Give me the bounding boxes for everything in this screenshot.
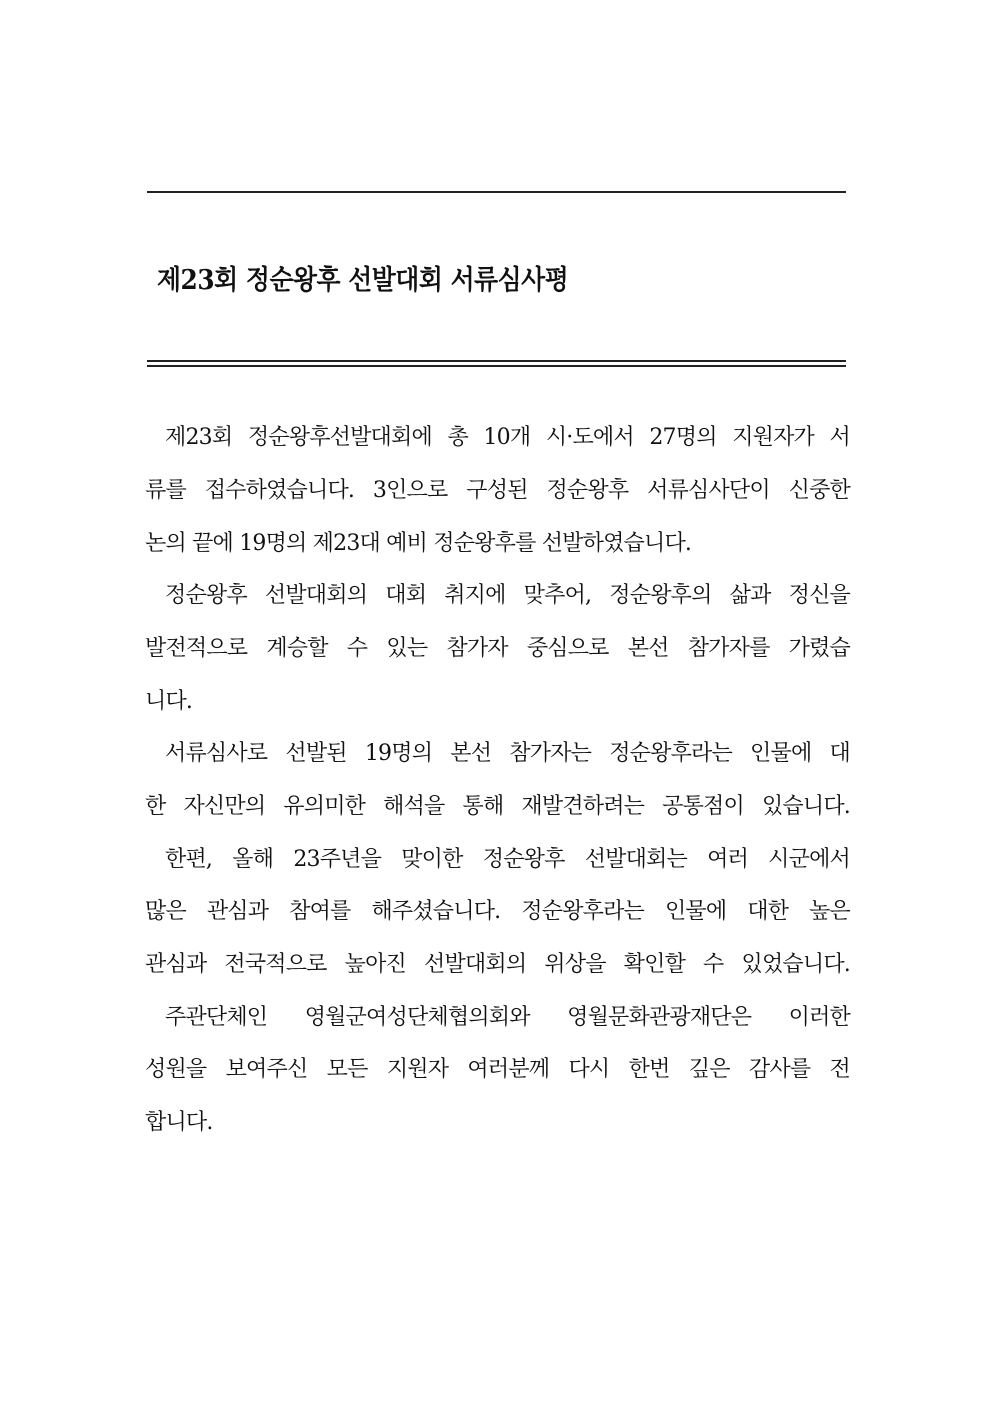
- body-line: 제23회 정순왕후선발대회에 총 10개 시·도에서 27명의 지원자가 서: [165, 425, 850, 450]
- body-line: 많은 관심과 참여를 해주셨습니다. 정순왕후라는 인물에 대한 높은: [145, 899, 850, 924]
- body-line: 관심과 전국적으로 높아진 선발대회의 위상을 확인할 수 있었습니다.: [145, 952, 850, 977]
- double-rule-divider-lower: [147, 365, 846, 367]
- body-line: 류를 접수하였습니다. 3인으로 구성된 정순왕후 서류심사단이 신중한: [145, 478, 850, 503]
- body-line: 서류심사로 선발된 19명의 본선 참가자는 정순왕후라는 인물에 대: [165, 741, 850, 766]
- body-line: 주관단체인 영월군여성단체협의회와 영월문화관광재단은 이러한: [165, 1005, 850, 1030]
- body-line: 합니다.: [145, 1110, 213, 1135]
- body-line: 발전적으로 계승할 수 있는 참가자 중심으로 본선 참가자를 가렸습: [145, 636, 850, 661]
- body-line: 한 자신만의 유의미한 해석을 통해 재발견하려는 공통점이 있습니다.: [145, 794, 850, 819]
- body-line: 성원을 보여주신 모든 지원자 여러분께 다시 한번 깊은 감사를 전: [145, 1057, 850, 1082]
- body-line: 정순왕후 선발대회의 대회 취지에 맞추어, 정순왕후의 삶과 정신을: [165, 583, 850, 608]
- body-line: 논의 끝에 19명의 제23대 예비 정순왕후를 선발하였습니다.: [145, 531, 692, 556]
- body-line: 한편, 올해 23주년을 맞이한 정순왕후 선발대회는 여러 시군에서: [165, 847, 850, 872]
- document-title: 제23회 정순왕후 선발대회 서류심사평: [157, 265, 569, 296]
- body-line: 니다.: [145, 689, 193, 714]
- double-rule-divider-upper: [147, 360, 846, 362]
- top-rule-divider: [147, 191, 846, 193]
